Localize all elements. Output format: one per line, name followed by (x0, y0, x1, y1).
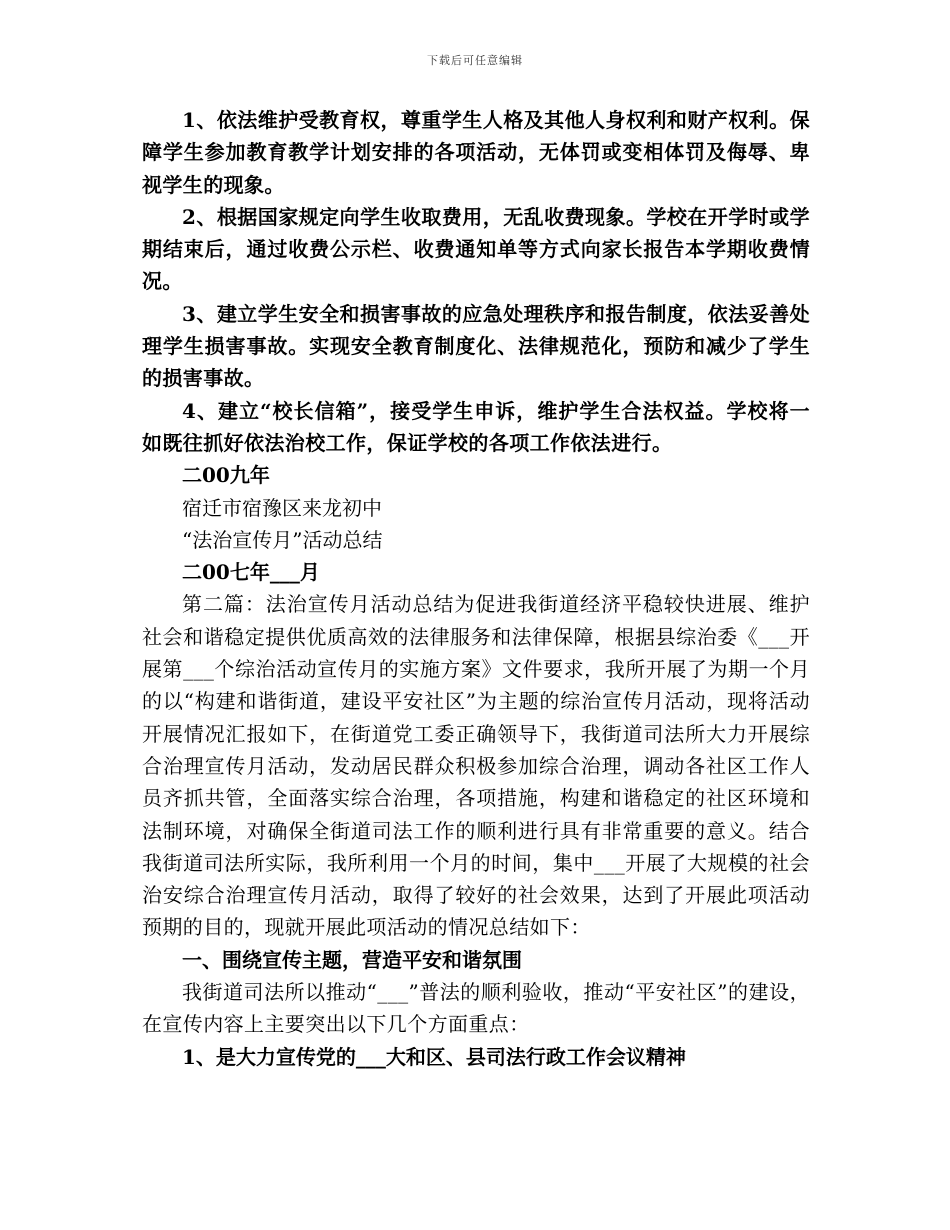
page-header: 下载后可任意编辑 (427, 54, 523, 67)
paragraph-item-2: 2、根据国家规定向学生收取费用，无乱收费现象。学校在开学时或学期结束后，通过收费公示栏、收费通知单等方式向家长报告本学期收费情况。 (142, 204, 810, 294)
section-paragraph: 我街道司法所以推动“___”普法的顺利验收，推动“平安社区”的建设，在宣传内容上主要突出以下几个方面重点： (142, 980, 810, 1037)
point-heading-1: 1、是大力宣传党的___大和区、县司法行政工作会议精神 (182, 1044, 686, 1069)
document-body (142, 104, 810, 1073)
paragraph-item-3: 3、建立学生安全和损害事故的应急处理秩序和报告制度，依法妥善处理学生损害事故。实现安全教育制度化、法律规范化，预防和减少了学生的损害事故。 (142, 301, 810, 391)
summary-title: “法治宣传月”活动总结 (182, 527, 383, 552)
second-article-paragraph: 第二篇：法治宣传月活动总结为促进我街道经济平稳较快进展、维护社会和谐稳定提供优质高效的法律服务和法律保障，根据县综治委《___开展第___个综治活动宣传月的实施方案》文件要求，我所开展了为期一个月的以“构建和谐街道，建设平安社区”为主题的综治宣传月活动，现将活动开展情况汇报如下，在街道党工委正确领导下，我街道司法所大力开展综合治理宣传月活动，发动居民群众积极参加综合治理，调动各社区工作人员齐抓共管，全面落实综合治理，各项措施，构建和谐稳定的社区环境和法制环境，对确保全街道司法工作的顺利进行具有非常重要的意义。结合我街道司法所实际，我所利用一个月的时间，集中___开展了大规模的社会治安综合治理宣传月活动，取得了较好的社会效果，达到了开展此项活动预期的目的，现就开展此项活动的情况总结如下： (142, 592, 810, 940)
paragraph-item-4: 4、建立“校长信箱”，接受学生申诉，维护学生合法权益。学校将一如既往抓好依法治校工作，保证学校的各项工作依法进行。 (142, 398, 810, 455)
paragraph-item-1: 1、依法维护受教育权，尊重学生人格及其他人身权利和财产权利。保障学生参加教育教学计划安排的各项活动，无体罚或变相体罚及侮辱、卑视学生的现象。 (142, 108, 810, 197)
date-2007: 二00七年___月 (182, 560, 320, 585)
section-heading-1: 一、围绕宣传主题，营造平安和谐氛围 (182, 947, 522, 972)
school-name: 宿迁市宿豫区来龙初中 (182, 495, 382, 520)
date-2009: 二00九年 (182, 463, 270, 488)
